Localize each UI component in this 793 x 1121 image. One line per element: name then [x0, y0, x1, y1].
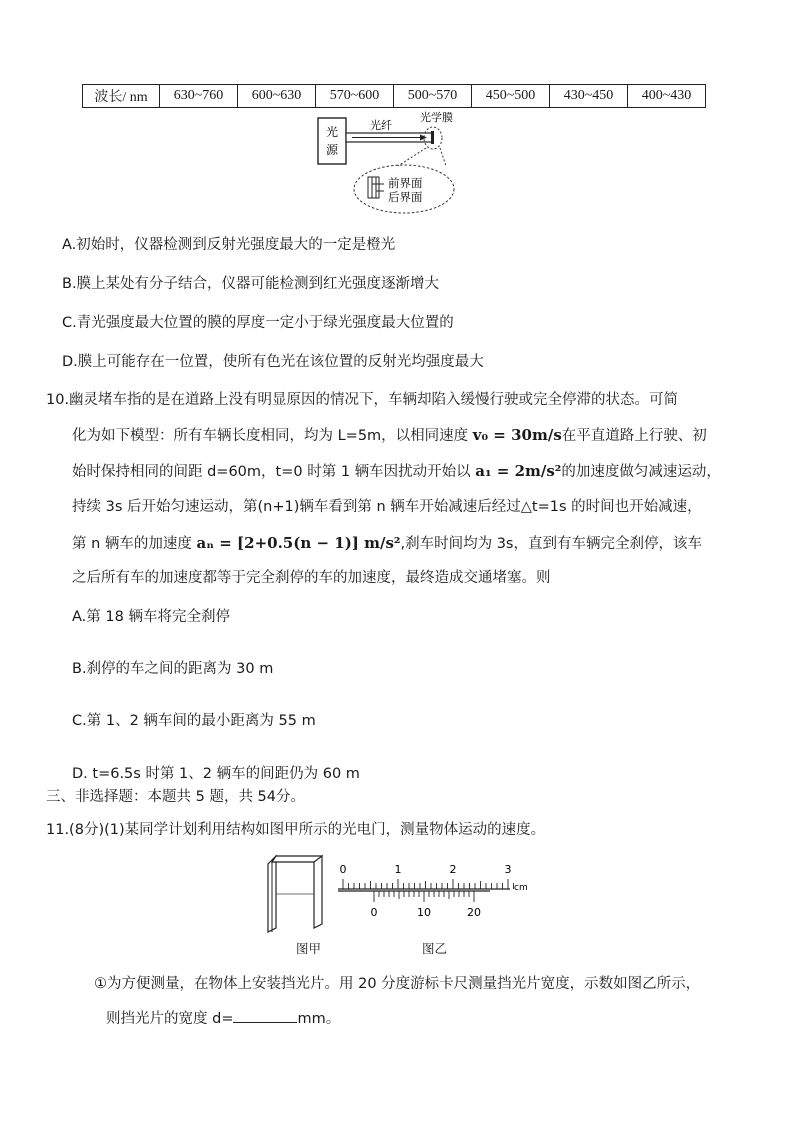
film-label: 光学膜 [420, 111, 453, 124]
vernier-caliper-figure [330, 858, 530, 922]
q11-text: 则挡光片的宽度 d= [106, 1011, 234, 1027]
q10-stem-line [72, 425, 707, 446]
q10-stem-line [72, 461, 721, 482]
q10-option-a: A.第 18 辆车将完全刹停 [72, 609, 230, 625]
photogate-figure [262, 850, 328, 934]
q11-stem: 11.(8分)(1)某同学计划利用结构如图甲所示的光电门，测量物体运动的速度。 [46, 822, 546, 838]
q10-option-c: C.第 1、2 辆车间的最小距离为 55 m [72, 713, 316, 729]
q10-stem-line [72, 533, 702, 554]
table-header-cell: 波长/ nm [83, 85, 160, 108]
q10-text: 在平直道路上行驶、初 [561, 428, 707, 444]
q10-text: 始时保持相同的间距 d=60m，t=0 时第 1 辆车因扰动开始以 [72, 464, 476, 480]
optical-fiber-diagram [312, 110, 482, 215]
front-interface-label: 前界面 [388, 176, 423, 190]
wavelength-cell: 570~600 [316, 85, 394, 108]
photogate-post-right [314, 856, 322, 928]
vernier-scale-ticks [374, 891, 474, 902]
figure-b-caption: 图乙 [422, 941, 448, 956]
main-scale-label: 2 [449, 863, 457, 876]
wavelength-cell: 500~570 [394, 85, 472, 108]
light-source-label: 光 [325, 125, 339, 139]
q10-text: 的加速度做匀减速运动， [561, 464, 721, 480]
vernier-scale-label: 0 [370, 906, 378, 919]
wavelength-cell: 400~430 [628, 85, 706, 108]
section-heading: 三、非选择题：本题共 5 题，共 54分。 [46, 789, 306, 805]
unit-label: cm [514, 883, 528, 893]
q10-option-b: B.刹停的车之间的距离为 30 m [72, 661, 274, 677]
zoom-guide-line [398, 148, 426, 166]
wavelength-cell: 430~450 [550, 85, 628, 108]
fiber-label: 光纤 [370, 119, 392, 132]
q11-sub1-line: ①为方便测量，在物体上安装挡光片。用 20 分度游标卡尺测量挡光片宽度，示数如图乙所示， [94, 976, 701, 992]
vernier-scale-label: 20 [467, 906, 481, 919]
wavelength-table [82, 84, 706, 108]
main-scale-label: 3 [504, 863, 512, 876]
q11-sub1-line [106, 1008, 340, 1029]
figure-a-caption: 图甲 [296, 941, 322, 956]
wavelength-cell: 600~630 [238, 85, 316, 108]
q9-option-c: C.青光强度最大位置的膜的厚度一定小于绿光强度最大位置的 [62, 315, 454, 331]
zoom-guide-line [440, 148, 446, 166]
main-scale-ticks [343, 879, 514, 889]
vernier-scale-label: 10 [417, 906, 431, 919]
light-source-label: 源 [325, 143, 339, 157]
q10-text: 化为如下模型：所有车辆长度相同，均为 L=5m，以相同速度 [72, 428, 473, 444]
q9-option-a: A.初始时，仪器检测到反射光强度最大的一定是橙光 [62, 237, 396, 253]
q11-text: mm。 [297, 1011, 341, 1027]
q10-text: ,刹车时间均为 3s，直到有车辆完全刹停，该车 [400, 536, 702, 552]
q10-stem-line: 10.幽灵堵车指的是在道路上没有明显原因的情况下，车辆却陷入缓慢行驶或完全停滞的状态。可简 [46, 392, 679, 408]
q10-formula-a1: a₁ = 2m/s² [475, 462, 562, 480]
main-scale-label: 1 [394, 863, 402, 876]
q9-option-d: D.膜上可能存在一位置，使所有色光在该位置的反射光均强度最大 [62, 354, 484, 370]
q10-formula-v0: v₀ = 30m/s [472, 426, 562, 444]
wavelength-cell: 450~500 [472, 85, 550, 108]
main-scale-label: 0 [339, 863, 347, 876]
answer-blank[interactable] [233, 1008, 297, 1023]
wavelength-cell: 630~760 [160, 85, 238, 108]
q10-option-d: D. t=6.5s 时第 1、2 辆车的间距仍为 60 m [72, 766, 360, 782]
q10-stem-line: 持续 3s 后开始匀速运动，第(n+1)辆车看到第 n 辆车开始减速后经过△t=1s 的时间也开始减速， [72, 499, 702, 515]
q10-formula-an: aₙ = [2+0.5(n − 1)] m/s² [196, 534, 401, 552]
optical-film-mark [431, 131, 434, 144]
q9-option-b: B.膜上某处有分子结合，仪器可能检测到红光强度逐渐增大 [62, 276, 440, 292]
q10-stem-line: 之后所有车的加速度都等于完全刹停的车的加速度，最终造成交通堵塞。则 [72, 570, 551, 586]
q10-text: 第 n 辆车的加速度 [72, 536, 197, 552]
film-layer-box [368, 177, 379, 198]
back-interface-label: 后界面 [388, 190, 423, 204]
table-row [83, 85, 706, 108]
